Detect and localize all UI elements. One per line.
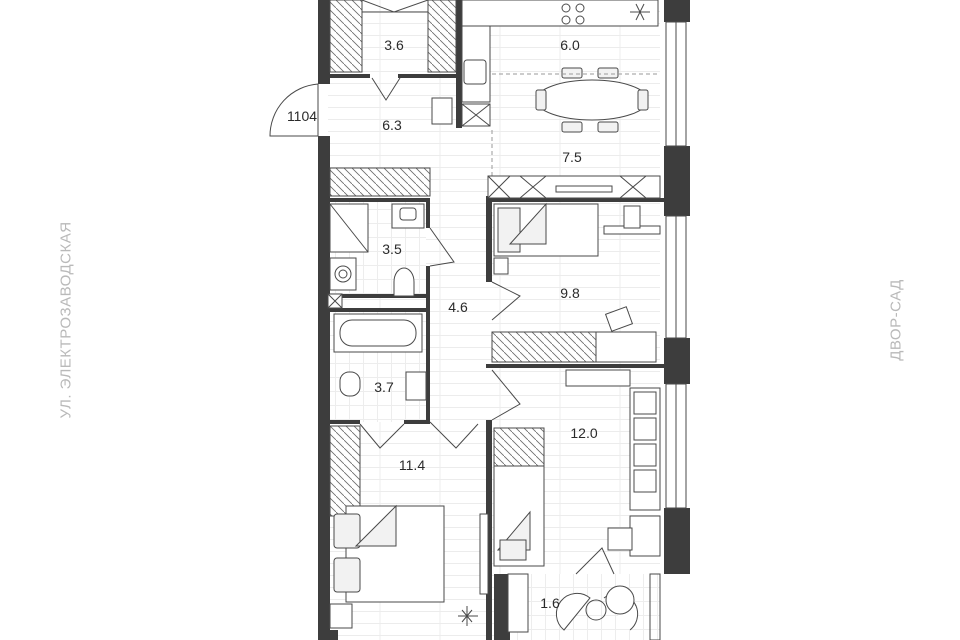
room-area-hall: 6.3 bbox=[382, 117, 402, 133]
street-label-right: ДВОР-САД bbox=[887, 279, 905, 361]
room-area-bedroom-small: 9.8 bbox=[560, 285, 580, 301]
apartment-number: 1104 bbox=[286, 108, 318, 124]
room-area-corridor: 4.6 bbox=[448, 299, 468, 315]
room-area-shower: 3.5 bbox=[382, 241, 402, 257]
entrance-door bbox=[270, 84, 318, 136]
room-area-bathroom: 3.7 bbox=[374, 379, 394, 395]
room-area-balcony: 1.6 bbox=[540, 595, 560, 611]
room-area-storage: 3.6 bbox=[384, 37, 404, 53]
room-area-living: 7.5 bbox=[562, 149, 582, 165]
room-area-kitchen: 6.0 bbox=[560, 37, 580, 53]
street-label-left: УЛ. ЭЛЕКТРОЗАВОДСКАЯ bbox=[57, 221, 75, 419]
room-area-bedroom-master: 11.4 bbox=[398, 457, 426, 473]
room-area-bedroom-kids: 12.0 bbox=[570, 425, 598, 441]
